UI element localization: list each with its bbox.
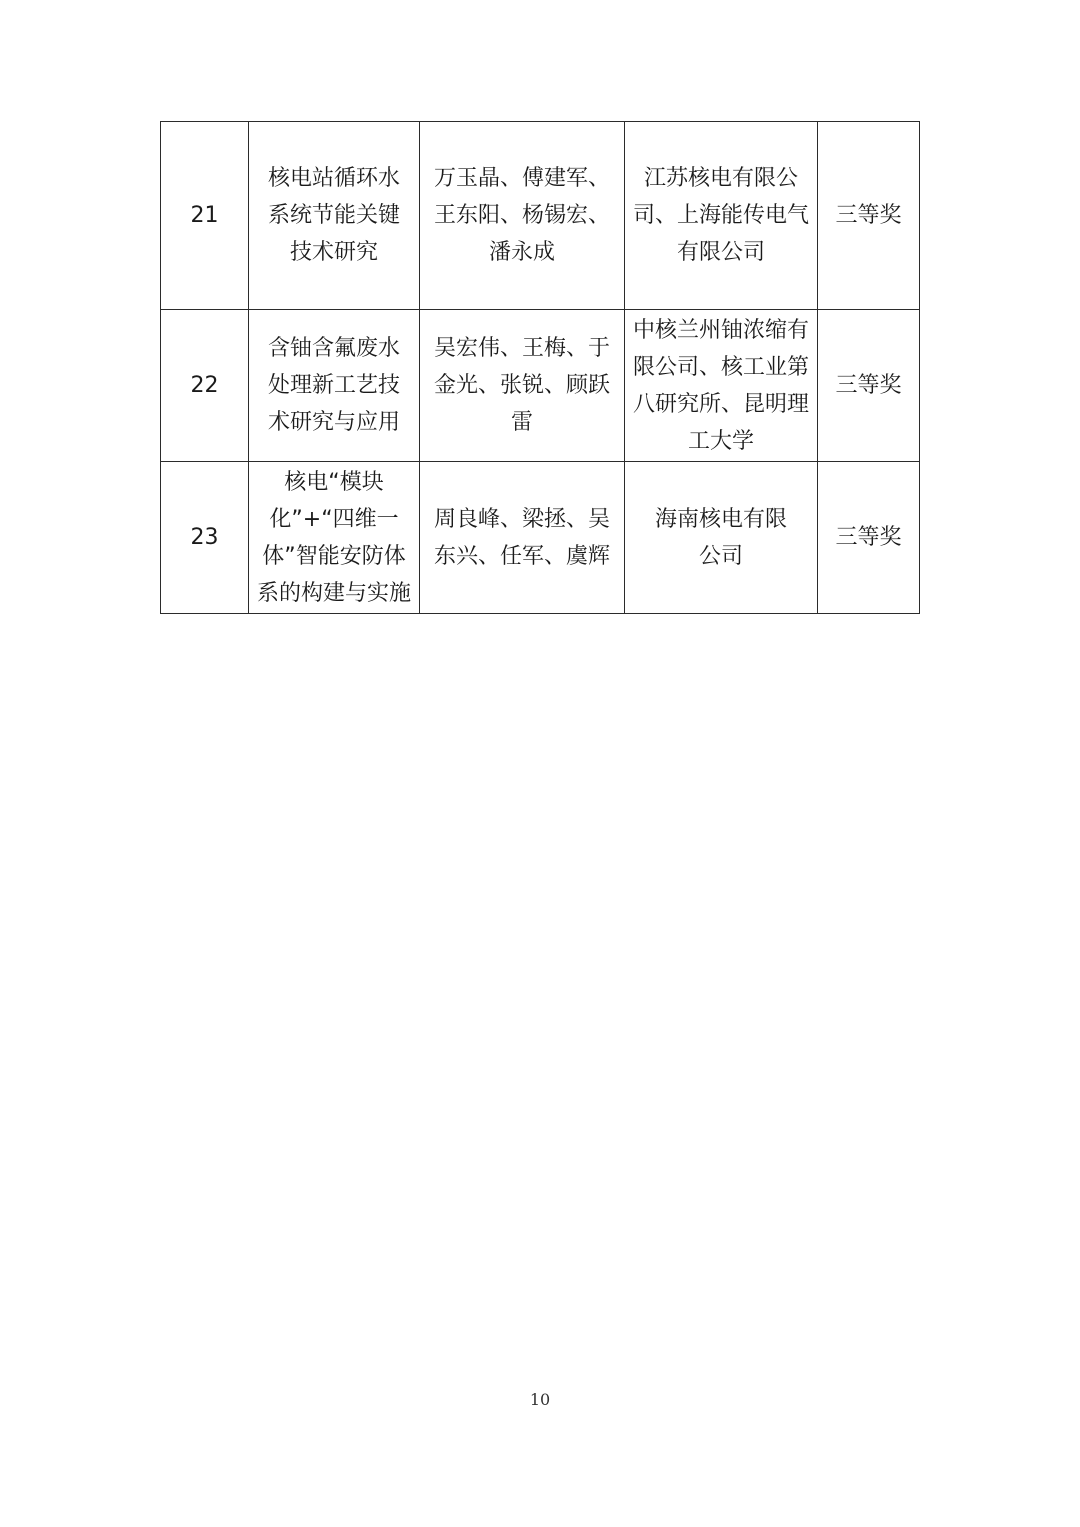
- organization: 江苏核电有限公司、上海能传电气有限公司: [625, 122, 818, 310]
- participants: 吴宏伟、王梅、于金光、张锐、顾跃雷: [420, 310, 625, 462]
- project-name: 含铀含氟废水处理新工艺技术研究与应用: [249, 310, 420, 462]
- participants: 万玉晶、傅建军、王东阳、杨锡宏、潘永成: [420, 122, 625, 310]
- project-name: 核电站循环水系统节能关键技术研究: [249, 122, 420, 310]
- award-level: 三等奖: [818, 462, 920, 614]
- page-number: 10: [529, 1390, 551, 1409]
- row-number: 22: [161, 310, 249, 462]
- organization: 海南核电有限公司: [625, 462, 818, 614]
- award-level: 三等奖: [818, 122, 920, 310]
- table-row: [161, 462, 920, 614]
- participants: 周良峰、梁拯、吴东兴、任军、虞辉: [420, 462, 625, 614]
- row-number: 21: [161, 122, 249, 310]
- row-number: 23: [161, 462, 249, 614]
- project-name: 核电“模块化”+“四维一体”智能安防体系的构建与实施: [249, 462, 420, 614]
- awards-table: [160, 121, 920, 614]
- table-row: [161, 122, 920, 310]
- organization: 中核兰州铀浓缩有限公司、核工业第八研究所、昆明理工大学: [625, 310, 818, 462]
- table-row: [161, 310, 920, 462]
- award-level: 三等奖: [818, 310, 920, 462]
